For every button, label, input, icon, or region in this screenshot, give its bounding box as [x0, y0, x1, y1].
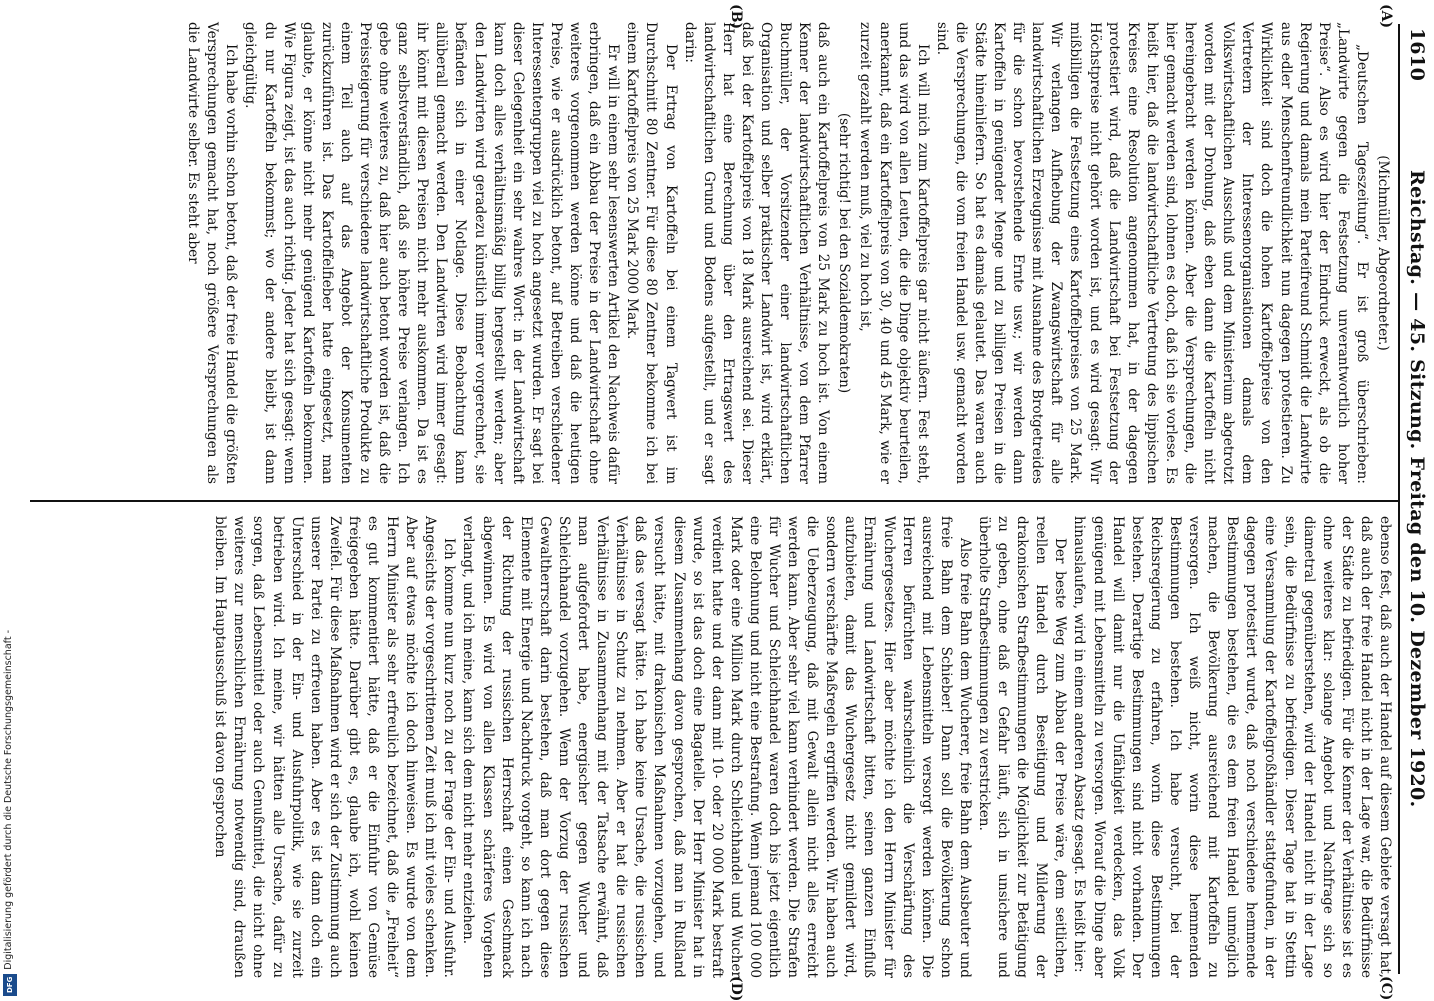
quotation: Der Ertrag von Kartoffeln bei einem Tagwert ist im Durchschnitt 80 Zentner. Für diese 80 Zentner bekomme ich bei einem Kartoffelpreis von 25 Mark 2000 Mark. [624, 22, 679, 484]
margin-marker-a: (A) [1378, 4, 1394, 29]
column-rule [30, 500, 1398, 502]
paragraph: Ich habe vorhin schon betont, daß der freie Handel die größten Versprechungen gemacht hat, noch größere Versprechungen als die Landwirte selber. Es steht aber [185, 22, 240, 484]
right-column [210, 516, 1394, 978]
page-number: 1610 [1406, 28, 1428, 81]
interjection: (sehr richtig! bei den Sozialdemokraten) [836, 112, 853, 394]
left-column [183, 22, 1394, 484]
margin-marker-c: (C) [1378, 976, 1394, 1001]
dfg-logo-icon: DFG [3, 974, 17, 996]
quotation: Der beste Weg zum Abbau der Preise wäre, dem seitlichen, reellen Handel durch Beseitigung und Milderung der drakonischen Strafbestimmungen die Möglichkeit zur Betätigung zu geben, ohne daß er Gefahr läuft, sich in unsichere und überholte Strafbestimmungen zu verstricken. [976, 516, 1069, 978]
header-rule [1398, 24, 1400, 974]
paragraph: „Deutschen Tageszeitung“. Er ist groß überschrieben: „Landwirte gegen die Festsetzung unverantwortlich hoher Preise“. Also es wird hier der Eindruck erweckt, als ob die Regierung und damals mein Parteifreund Schmidt die Landwirte aus edler Menschenfreundlichkeit nun dagegen protestieren. Zu Wirklichkeit sind doch die hohen Kartoffelpreise von den Vertretern der Interessenorganisationen damals dem Volkswirtschaftlichen Ausschuß und dem Ministerium abgetrotzt worden mit der Drohung, daß eben dann die Kartoffeln nicht hereingebracht werden können. Aber die Versprechungen, die hier gemacht werden sind, lohnen es doch, daß ich sie vorlese. Es heißt hier, daß die landwirtschaftliche Vertretung des lippischen Kreises eine Resolution angenommen hat, in der dagegen protestiert wird, daß die Landwirtschaft bei Festsetzung der Höchstpreise nicht gehört worden ist, und es wird gesagt: Wir mißbilligen die Festsetzung eines Kartoffelpreises von 25 Mark. Wir verlangen Aufhebung der Zwangswirtschaft für alle landwirtschaftlichen Erzeugnisse mit Ausnahme des Brotgetreides für die schon bevorstehende Ernte usw.; wir werden dann Kartoffeln in genügender Menge und zu billigen Preisen in die Städte hineinliefern. So hat es damals gelautet. Das waren auch die Versprechungen, die vom freien Handel usw. gemacht worden sind. [933, 22, 1370, 484]
paragraph: Ich komme nun kurz noch zu der Frage der Ein- und Ausfuhr. Angesichts der vorgeschrittenen Zeit muß ich mit vieles schenken. Aber auf etwas möchte ich doch hinweisen. Es wurde von dem Herrn Minister als sehr erfreulich bezeichnet, daß die „Freiheit“ es gut kommentiert hätte, daß er die Einfuhr von Gemüse freigegeben hätte. Darüber gibt es, glaube ich, wohl keinen Zweifel. Für diese Maßnahmen wird er sich der Zustimmung auch unserer Partei zu erfreuen haben. Aber es ist dann doch ein Unterschied in der Ein- und Ausfuhrpolitik, wie sie zurzeit betrieben wird. Ich meine, wir hätten alle Ursache, dafür zu sorgen, daß Lebensmittel oder auch Genußmittel, die nicht ohne weiteres zur menschlichen Ernährung notwendig sind, draußen bleiben. Im Hauptausschuß ist davon gesprochen [212, 516, 458, 978]
paragraph: daß auch ein Kartoffelpreis von 25 Mark zu hoch ist. Von einem Kenner der landwirtschaftlichen Verhältnisse, von dem Pfarrer Buchmüller, der Vorsitzender einer landwirtschaftlichen Organisation und selber praktischer Landwirt ist, wird erklärt, daß bei der Kartoffelpreis von 18 Mark ausreichend sei. Dieser Herr hat eine Berechnung über den Ertragswert des landwirtschaftlichen Grund und Bodens aufgestellt, und er sagt darin: [681, 22, 832, 484]
paragraph: Also freie Bahn dem Wucherer, freie Bahn dem Ausbeuter und freie Bahn dem Schieber! Dann soll die Bevölkerung schon ausreichend mit Lebensmitteln versorgt werden können. Die Herren befürchten wahrscheinlich die Verschärfung des Wuchergesetzes. Hier aber möchte ich den Herrn Minister für Ernährung und Landwirtschaft bitten, seinen ganzen Einfluß aufzubieten, damit das Wuchergesetz nicht gemildert wird, sondern verschärfte Maßregeln ergriffen werden. Wir haben auch die Ueberzeugung, daß mit Gewalt allein nicht alles erreicht werden kann. Aber sehr viel kann verhindert werden. Die Strafen für Wucher und Schleichhandel waren doch bis jetzt eigentlich eine Belohnung und nicht eine Bestrafung. Wenn jemand 100 000 Mark oder eine Million Mark durch Schleichhandel und Wucher verdient hatte und der dann mit 10- oder 20 000 Mark bestraft wurde, so ist das doch eine Bagatelle. Der Herr Minister hat in diesem Zusammenhang davon gesprochen, daß man in Rußland versucht hätte, mit drakonischen Maßnahmen vorzugehen, und daß das versagt hätte. Ich habe keine Ursache, die russischen Verhältnisse in Schutz zu nehmen. Aber er hat die russischen Verhältnisse in Zusammenhang mit der Tatsache erwähnt, daß man aufgefordert habe, energischer gegen Wucher und Schleichhandel vorzugehen. Wenn der Vorzug der russischen Gewaltherrschaft darin bestehen, daß man dort gegen diese Elemente mit Energie und Nachdruck vorgeht, so kann ich nach der Richtung der russischen Herrschaft einen Geschmack abgewinnen. Es wird von allen Klassen schärferes Vorgehen verlangt, und ich meine, kann sich dem nicht mehr entziehen. [460, 516, 973, 978]
paragraph: ebenso fest, daß auch der Handel auf diesem Gebiete versagt hat, daß auch der freie Handel nicht in der Lage war, die Bedürfnisse der Städte zu befriedigen. Für die Kenner der Verhältnisse ist es ohne weiteres klar: solange Angebot und Nachfrage sich so diametral gegenüberstehen, wird der Handel nicht in der Lage sein, die Bedürfnisse zu befriedigen. Dieser Tage hat in Stettin eine Versammlung der Kartoffelgroßhändler stattgefunden, in der dagegen protestiert wurde, daß noch verschiedene hemmende Bestimmungen bestehen, die es dem freien Handel unmöglich machen, die Bevölkerung ausreichend mit Kartoffeln zu versorgen. Ich weiß nicht, worin diese hemmenden Bestimmungen bestehen. Ich habe versucht, bei der Reichsregierung zu erfahren, worin diese Bestimmungen bestehen. Derartige Bestimmungen sind nicht vorhanden. Der Handel will damit nur die Unfähigkeit verdecken, das Volk genügend mit Lebensmitteln zu versorgen. Worauf die Dinge aber hinauslaufen, wird in einem anderen Absatz gesagt. Es heißt hier: [1071, 516, 1393, 978]
credit-text: Digitalisierung gefördert durch die Deutsche Forschungsgemeinschaft - [3, 630, 14, 970]
page-title: Reichstag. — 45. Sitzung. Freitag den 10. Dezember 1920. [1406, 170, 1428, 808]
paragraph: Er will in einem sehr lesenswerten Artikel den Nachweis dafür erbringen, daß ein Abbau der Preise in der Landwirtschaft ohne weiteres vorgenommen werden könne und daß die heutigen Preise, wie er ausdrücklich betont, auf Betreiben verschiedener Interessentengruppen viel zu hoch angesetzt wurden. Er sagt bei dieser Gelegenheit ein sehr wahres Wort: in der Landwirtschaft kann doch alles verhältnismäßig billig hergestellt werden; aber den Landwirten wird geradezu künstlich immer vorgerechnet, sie befänden sich in einer Notlage. Diese Beobachtung kann allüberall gemacht werden. Den Landwirten wird immer gesagt: ihr könnt mit diesen Preisen nicht mehr auskommen. Da ist es ganz selbstverständlich, daß sie höhere Preise verlangen. Ich gebe ohne weiteres zu, daß hier auch betont worden ist, daß die Preissteigerung für verschiedene landwirtschaftliche Produkte zu einem Teil auch auf das Angebot der Konsumenten zurückzuführen ist. Das Kartoffelfieber hatte eingesetzt, man glaubte, er könne nicht mehr genügend Kartoffeln bekommen. Wie Figura zeigt, ist das auch richtig. Jeder hat sich gesagt: wenn du nur Kartoffeln bekommst; wo der andere bleibt, ist dann gleichgültig. [242, 22, 622, 484]
paragraph: Ich will mich zum Kartoffelpreis gar nicht äußern. Fest steht, und das wird von allen Leuten, die die Dinge objektiv beurteilen, anerkannt, daß ein Kartoffelpreis von 30, 40 und 45 Mark, wie er zurzeit gezahlt werden muß, viel zu hoch ist, [857, 22, 931, 484]
margin-marker-b: (B) [728, 4, 744, 30]
digitization-credit [0, 0, 22, 1000]
page-header [1400, 0, 1430, 1000]
margin-marker-d: (D) [728, 976, 744, 1001]
speaker-line: (Michmüller, Abgeordneter.) [1375, 155, 1391, 351]
document-page [22, 0, 1434, 1000]
